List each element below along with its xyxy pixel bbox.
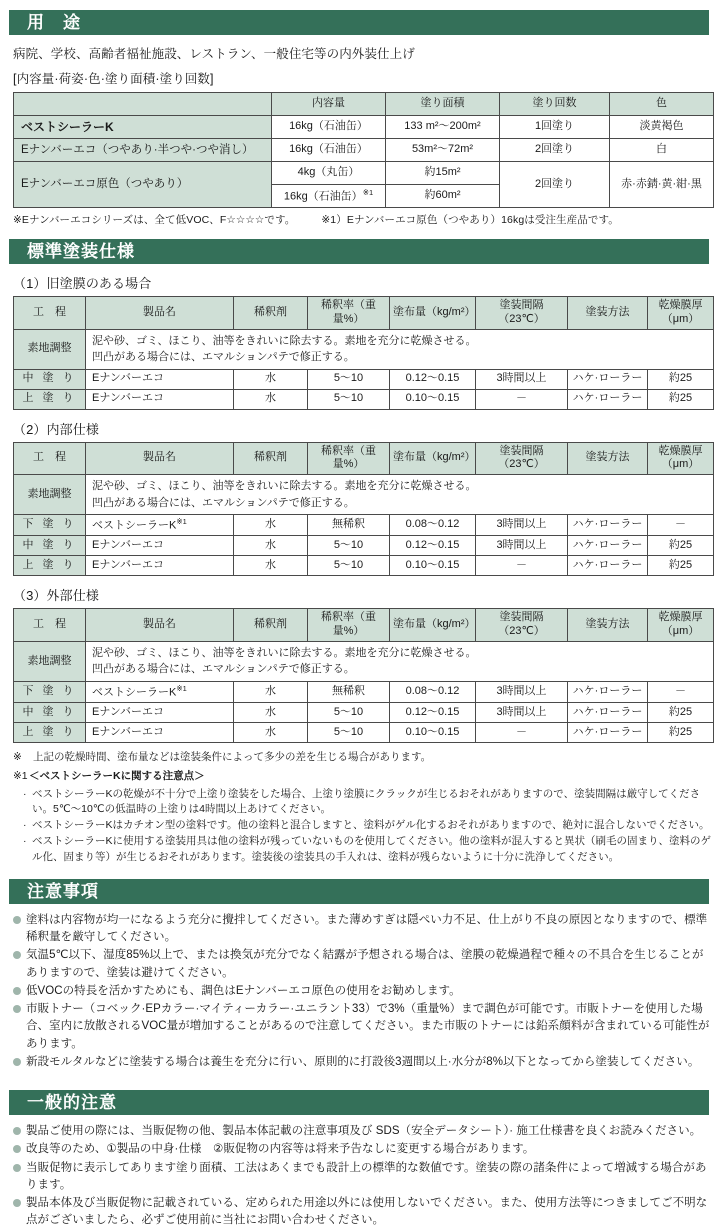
bullet-icon xyxy=(13,1054,26,1071)
method: ハケ·ローラー xyxy=(568,536,648,556)
table-row xyxy=(14,389,714,409)
usage-note-madeorder: ※1）Eナンバーエコ原色（つやあり）16kgは受注生産品です。 xyxy=(321,214,619,226)
table-row xyxy=(14,515,714,536)
interval: － xyxy=(476,723,568,743)
thickness: 約25 xyxy=(648,369,714,389)
usage-table xyxy=(13,92,714,208)
table-row xyxy=(14,162,714,185)
product-name: Eナンバーエコ（つやあり·半つや·つや消し） xyxy=(14,139,272,162)
usage-col-color: 色 xyxy=(610,93,714,116)
method: ハケ·ローラー xyxy=(568,723,648,743)
caution-text: 低VOCの特長を活かすためにも、調色はEナンバーエコ原色の使用をお勧めします。 xyxy=(26,984,461,997)
amount: 0.12～0.15 xyxy=(390,369,476,389)
spec-subtitle-1: （1）旧塗膜のある場合 xyxy=(13,276,152,291)
spec-col-ratio: 稀釈率（重量%） xyxy=(308,297,390,330)
list-item xyxy=(13,1123,711,1140)
amount: 0.12～0.15 xyxy=(390,536,476,556)
ratio: 5～10 xyxy=(308,703,390,723)
amount: 0.08～0.12 xyxy=(390,515,476,536)
footnote-text: 上記の乾燥時間、塗布量などは塗装条件によって多少の差を生じる場合があります。 xyxy=(33,751,432,764)
thinner: 水 xyxy=(234,556,308,576)
product-name: Eナンバーエコ xyxy=(86,536,234,556)
thickness: 約25 xyxy=(648,556,714,576)
table-row xyxy=(14,369,714,389)
section-bar-caution xyxy=(9,879,709,904)
dot-marker: · xyxy=(23,787,27,800)
product-name: ベストシーラー$K^{※1}$ xyxy=(86,681,234,702)
prep-label: 素地調整 xyxy=(14,475,86,515)
table-row-prep xyxy=(14,329,714,369)
general-note-text: 改良等のため、①製品の中身·仕様 ②販促物の内容等は将来予告なしに変更する場合があります。 xyxy=(26,1143,535,1156)
product-area: 53m²～72m² xyxy=(386,139,500,162)
usage-lead-text: 病院、学校、高齢者福祉施設、レストラン、一般住宅等の内外装仕上げ xyxy=(13,47,415,61)
method: ハケ·ローラー xyxy=(568,369,648,389)
product-coats: 1回塗り xyxy=(500,116,610,139)
ratio: 無稀釈 xyxy=(308,681,390,702)
prep-label: 素地調整 xyxy=(14,329,86,369)
table-row xyxy=(14,536,714,556)
product-name: Eナンバーエコ xyxy=(86,389,234,409)
usage-col-area: 塗り面積 xyxy=(386,93,500,116)
product-volume: 16kg（石油缶） xyxy=(272,116,386,139)
product-area: 約15m² xyxy=(386,162,500,185)
thinner: 水 xyxy=(234,536,308,556)
spec-col-amount: 塗布量（kg/m²） xyxy=(390,297,476,330)
spec-col-thinner: 稀釈剤 xyxy=(234,297,308,330)
footnote-marker: ※1 xyxy=(176,517,187,526)
spec-table-1 xyxy=(13,296,714,410)
process-label: 上 塗 り xyxy=(14,723,86,743)
spec-col-amount: 塗布量（kg/m²） xyxy=(390,609,476,642)
table-row xyxy=(14,116,714,139)
list-item xyxy=(13,947,711,982)
caution-text: 塗料は内容物が均一になるよう充分に攪拌してください。また薄めすぎは隠ぺい力不足、仕上がり不良の原因となりますので、標準稀釈量を厳守してください。 xyxy=(26,913,708,944)
interval: 3時間以上 xyxy=(476,369,568,389)
interval: 3時間以上 xyxy=(476,681,568,702)
product-volume: 16kg（石油缶） xyxy=(272,139,386,162)
footnote-heading: ＜ベストシーラーKに関する注意点＞ xyxy=(29,769,205,782)
general-note-text: 当販促物に表示してあります塗り面積、工法はあくまでも設計上の標準的な数値です。塗装の際の諸条件によって増減する場合があります。 xyxy=(26,1161,707,1191)
bullet-icon xyxy=(13,1141,26,1158)
section-title-general: 一般的注意 xyxy=(27,1093,117,1113)
prep-text: 泥や砂、ゴミ、ほこり、油等をきれいに除去する。素地を充分に乾燥させる。 凹凸がある場合には、エマルションパテで修正する。 xyxy=(86,475,714,515)
footnote-marker: ※1 xyxy=(13,769,28,782)
bullet-icon xyxy=(13,983,26,1000)
footnote-sealer-head xyxy=(13,769,711,784)
product-area: 133 m²～200m² xyxy=(386,116,500,139)
product-color: 赤·赤錆·黄·紺·黒 xyxy=(610,162,714,208)
caution-text: 新設モルタルなどに塗装する場合は養生を充分に行い、原則的に打設後3週間以上·水分が8%以下となってから塗装してください。 xyxy=(26,1055,700,1068)
footnote-marker: ※ xyxy=(13,751,22,764)
caution-list xyxy=(13,912,711,1071)
product-volume-alt: 16kg（石油缶）$^{※1}$ xyxy=(272,185,386,208)
usage-footnotes xyxy=(13,212,711,227)
table-header-row xyxy=(14,297,714,330)
process-label: 下 塗 り xyxy=(14,515,86,536)
spec-col-interval: 塗装間隔（23℃） xyxy=(476,297,568,330)
ratio: 5～10 xyxy=(308,536,390,556)
method: ハケ·ローラー xyxy=(568,556,648,576)
table-header-row xyxy=(14,442,714,475)
thickness: － xyxy=(648,515,714,536)
product-area-alt: 約60m² xyxy=(386,185,500,208)
bullet-icon xyxy=(13,1123,26,1140)
footnote-bullet xyxy=(23,834,711,864)
bullet-icon xyxy=(13,1195,26,1230)
spec-col-method: 塗装方法 xyxy=(568,442,648,475)
thinner: 水 xyxy=(234,703,308,723)
table-row-prep xyxy=(14,475,714,515)
spec-col-amount: 塗布量（kg/m²） xyxy=(390,442,476,475)
general-notes-list xyxy=(13,1123,711,1230)
process-label: 中 塗 り xyxy=(14,536,86,556)
usage-col-coats: 塗り回数 xyxy=(500,93,610,116)
general-note-text: 製品ご使用の際には、当販促物の他、製品本体記載の注意事項及び SDS（安全データシート）· 施工仕様書を良くお読みください。 xyxy=(26,1125,702,1138)
spec-table-2 xyxy=(13,442,714,577)
spec-col-method: 塗装方法 xyxy=(568,609,648,642)
section-bar-general xyxy=(9,1090,709,1115)
caution-text: 市販トナー（コベック·EPカラー·マイティーカラー·ユニラント33）で3%（重量%）まで調色が可能です。市販トナーを使用した場合、室内に放散されるVOC量が増加することがあるので注意してください。また市販のトナーには鉛系顔料が含まれている可能性があります。 xyxy=(26,1003,710,1050)
spec-col-thinner: 稀釈剤 xyxy=(234,609,308,642)
dot-marker: · xyxy=(23,835,27,848)
usage-subhead: [内容量·荷姿·色·塗り面積·塗り回数] xyxy=(13,72,214,86)
table-row xyxy=(14,723,714,743)
bullet-icon xyxy=(13,912,26,947)
spec-col-process: 工 程 xyxy=(14,297,86,330)
thinner: 水 xyxy=(234,515,308,536)
list-item xyxy=(13,912,711,947)
section-bar-usage xyxy=(9,10,709,35)
footnote-text: ベストシーラーKの乾燥が不十分で上塗り塗装をした場合、上塗り塗膜にクラックが生じるおそれがありますので、塗装間隔は厳守してください。5℃～10℃の低温時の上塗りは4時間以上あけてください。 xyxy=(32,787,701,815)
spec-col-thickness: 乾燥膜厚（μm） xyxy=(648,609,714,642)
spec-footnotes xyxy=(13,750,711,865)
spec-col-product: 製品名 xyxy=(86,442,234,475)
section-title-caution: 注意事項 xyxy=(27,881,99,901)
table-row xyxy=(14,703,714,723)
prep-label: 素地調整 xyxy=(14,641,86,681)
table-header-row xyxy=(14,609,714,642)
list-item xyxy=(13,1054,711,1071)
spec-col-thickness: 乾燥膜厚（μm） xyxy=(648,442,714,475)
bullet-icon xyxy=(13,947,26,982)
spec-col-method: 塗装方法 xyxy=(568,297,648,330)
ratio: 5～10 xyxy=(308,389,390,409)
thickness: 約25 xyxy=(648,723,714,743)
method: ハケ·ローラー xyxy=(568,703,648,723)
list-item xyxy=(13,1141,711,1158)
footnote-general xyxy=(13,750,711,765)
product-coats: 2回塗り xyxy=(500,162,610,208)
ratio: 5～10 xyxy=(308,369,390,389)
spec-col-ratio: 稀釈率（重量%） xyxy=(308,609,390,642)
interval: － xyxy=(476,389,568,409)
thickness: 約25 xyxy=(648,703,714,723)
table-row xyxy=(14,556,714,576)
process-label: 上 塗 り xyxy=(14,556,86,576)
interval: 3時間以上 xyxy=(476,536,568,556)
footnote-text: ベストシーラーKに使用する塗装用具は他の塗料が残っていないものを使用してください。他の塗料が混入すると異状（刷毛の固まり、塗料のゲル化、固まり等）が生じるおそれがあります。塗装後の塗装具の手入れは、塗料が残らないように十分に洗浄してください。 xyxy=(32,835,712,863)
product-name: Eナンバーエコ xyxy=(86,703,234,723)
thinner: 水 xyxy=(234,681,308,702)
spec-col-interval: 塗装間隔（23℃） xyxy=(476,442,568,475)
spec-col-thinner: 稀釈剤 xyxy=(234,442,308,475)
table-row xyxy=(14,681,714,702)
section-title-usage: 用 途 xyxy=(27,13,81,32)
footnote-text: ベストシーラーKはカチオン型の塗料です。他の塗料と混合しますと、塗料がゲル化するおそれがありますので、絶対に混合しないでください。 xyxy=(32,819,710,832)
spec-subtitle-2: （2）内部仕様 xyxy=(13,421,99,437)
product-coats: 2回塗り xyxy=(500,139,610,162)
thinner: 水 xyxy=(234,369,308,389)
product-name: Eナンバーエコ xyxy=(86,723,234,743)
process-label: 中 塗 り xyxy=(14,369,86,389)
product-name: Eナンバーエコ原色（つやあり） xyxy=(14,162,272,208)
prep-text: 泥や砂、ゴミ、ほこり、油等をきれいに除去する。素地を充分に乾燥させる。 凹凸がある場合には、エマルションパテで修正する。 xyxy=(86,641,714,681)
method: ハケ·ローラー xyxy=(568,389,648,409)
section-title-spec: 標準塗装仕様 xyxy=(27,242,135,261)
thinner: 水 xyxy=(234,723,308,743)
process-label: 上 塗 り xyxy=(14,389,86,409)
spec-table-3 xyxy=(13,608,714,743)
amount: 0.10～0.15 xyxy=(390,389,476,409)
spec-col-interval: 塗装間隔（23℃） xyxy=(476,609,568,642)
prep-text: 泥や砂、ゴミ、ほこり、油等をきれいに除去する。素地を充分に乾燥させる。 凹凸がある場合には、エマルションパテで修正する。 xyxy=(86,329,714,369)
thickness: － xyxy=(648,681,714,702)
method: ハケ·ローラー xyxy=(568,681,648,702)
spec-col-process: 工 程 xyxy=(14,609,86,642)
ratio: 5～10 xyxy=(308,723,390,743)
list-item xyxy=(13,1001,711,1053)
bullet-icon xyxy=(13,1160,26,1195)
table-row-prep xyxy=(14,641,714,681)
thinner: 水 xyxy=(234,389,308,409)
footnote-marker: ※1 xyxy=(362,187,374,197)
list-item xyxy=(13,1195,711,1230)
ratio: 無稀釈 xyxy=(308,515,390,536)
section-bar-spec xyxy=(9,239,709,264)
method: ハケ·ローラー xyxy=(568,515,648,536)
product-name: ベストシーラーK xyxy=(14,116,272,139)
spec-col-thickness: 乾燥膜厚（μm） xyxy=(648,297,714,330)
table-header-row xyxy=(14,93,714,116)
usage-col-blank xyxy=(14,93,272,116)
ratio: 5～10 xyxy=(308,556,390,576)
interval: － xyxy=(476,556,568,576)
amount: 0.10～0.15 xyxy=(390,723,476,743)
caution-text: 気温5℃以下、湿度85%以上で、または換気が充分でなく結露が予想される場合は、塗膜の乾燥過程で種々の不具合を生じることがありますので、塗装は避けてください。 xyxy=(26,949,704,979)
amount: 0.10～0.15 xyxy=(390,556,476,576)
spec-col-product: 製品名 xyxy=(86,609,234,642)
interval: 3時間以上 xyxy=(476,703,568,723)
amount: 0.12～0.15 xyxy=(390,703,476,723)
process-label: 下 塗 り xyxy=(14,681,86,702)
amount: 0.08～0.12 xyxy=(390,681,476,702)
table-row xyxy=(14,139,714,162)
interval: 3時間以上 xyxy=(476,515,568,536)
usage-col-volume: 内容量 xyxy=(272,93,386,116)
footnote-bullet xyxy=(23,818,711,833)
product-name: Eナンバーエコ xyxy=(86,369,234,389)
list-item xyxy=(13,983,711,1000)
spec-col-process: 工 程 xyxy=(14,442,86,475)
general-note-text: 製品本体及び当販促物に記載されている、定められた用途以外には使用しないでください。また、使用方法等につきましてご不明な点がございましたら、必ずご使用前に当社にお問い合わせください。 xyxy=(26,1197,708,1227)
process-label: 中 塗 り xyxy=(14,703,86,723)
list-item xyxy=(13,1160,711,1195)
product-name: Eナンバーエコ xyxy=(86,556,234,576)
dot-marker: · xyxy=(23,819,27,832)
spec-subtitle-3: （3）外部仕様 xyxy=(13,588,99,604)
spec-col-product: 製品名 xyxy=(86,297,234,330)
product-volume: 4kg（丸缶） xyxy=(272,162,386,185)
product-color: 白 xyxy=(610,139,714,162)
spec-col-ratio: 稀釈率（重量%） xyxy=(308,442,390,475)
thickness: 約25 xyxy=(648,536,714,556)
product-name: ベストシーラー$K^{※1}$ xyxy=(86,515,234,536)
footnote-marker: ※1 xyxy=(176,683,187,693)
thickness: 約25 xyxy=(648,389,714,409)
footnote-bullet xyxy=(23,787,711,817)
bullet-icon xyxy=(13,1001,26,1053)
product-color: 淡黄褐色 xyxy=(610,116,714,139)
usage-note-voc: ※Eナンバーエコシリーズは、全て低VOC、F☆☆☆☆です。 xyxy=(13,214,296,226)
